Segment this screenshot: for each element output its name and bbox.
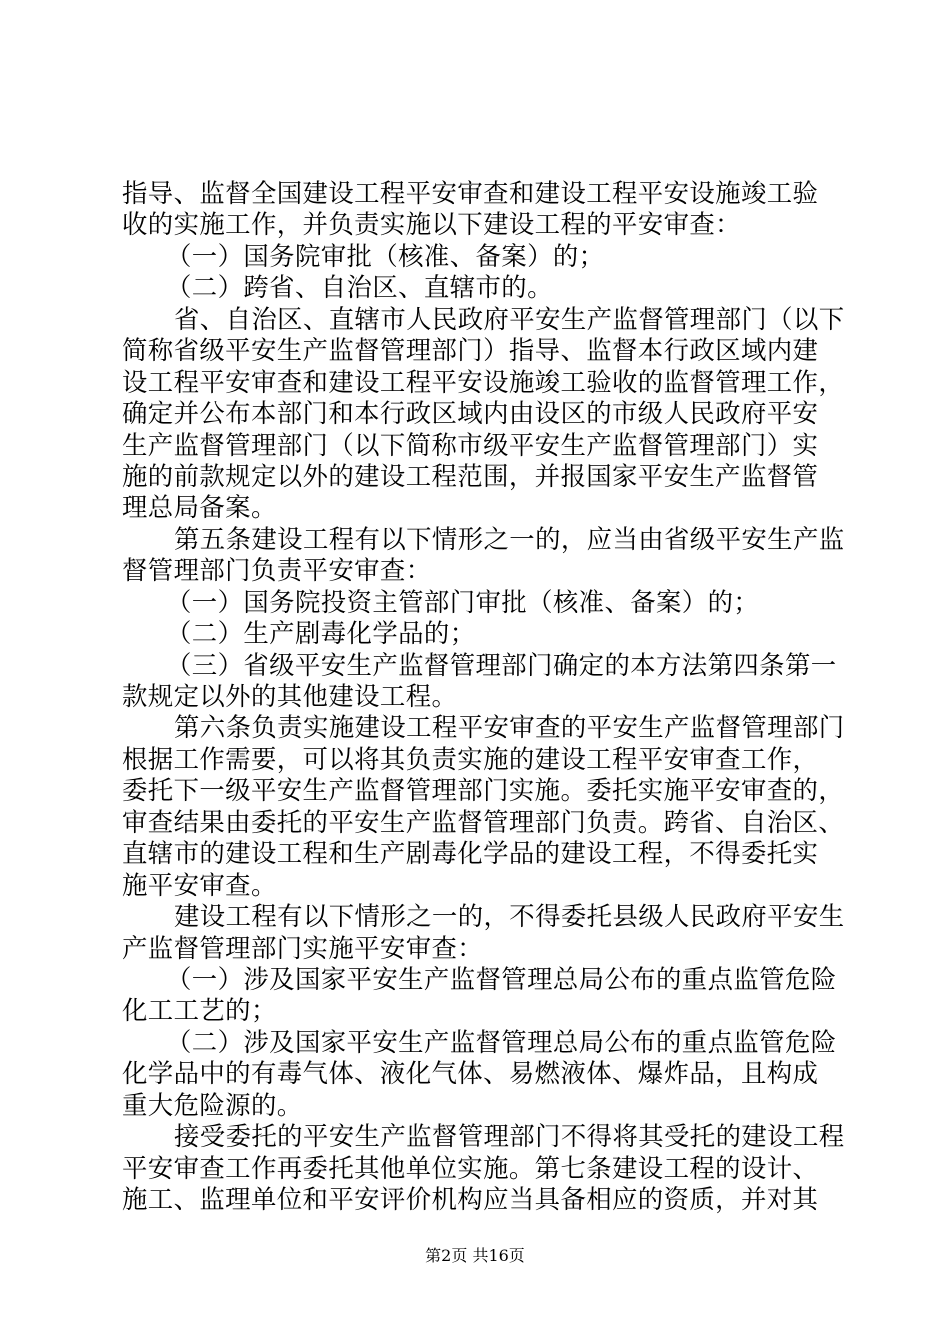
- text-line: 委托下一级平安生产监督管理部门实施。委托实施平安审查的，: [122, 775, 845, 806]
- text-line: 施工、监理单位和平安评价机构应当具备相应的资质，并对其: [122, 1184, 819, 1214]
- text-line: 指导、监督全国建设工程平安审查和建设工程平安设施竣工验: [122, 178, 819, 208]
- text-line: 设工程平安审查和建设工程平安设施竣工验收的监督管理工作，: [122, 366, 845, 397]
- list-item-line: （二）涉及国家平安生产监督管理总局公布的重点监管危险: [166, 1026, 837, 1057]
- text-line: 化学品中的有毒气体、液化气体、易燃液体、爆炸品，且构成: [122, 1058, 819, 1089]
- text-line: 理总局备案。: [122, 492, 277, 523]
- text-line: 审查结果由委托的平安生产监督管理部门负责。跨省、自治区、: [122, 806, 845, 837]
- text-line: 简称省级平安生产监督管理部门）指导、监督本行政区域内建: [122, 335, 819, 366]
- text-line: 接受委托的平安生产监督管理部门不得将其受托的建设工程: [174, 1121, 845, 1152]
- text-line: 直辖市的建设工程和生产剧毒化学品的建设工程，不得委托实: [122, 838, 819, 869]
- text-line: 第五条建设工程有以下情形之一的，应当由省级平安生产监: [174, 523, 845, 554]
- list-item-line: （三）省级平安生产监督管理部门确定的本方法第四条第一: [166, 649, 837, 680]
- list-item-line: （一）涉及国家平安生产监督管理总局公布的重点监管危险: [166, 963, 837, 994]
- text-line: 款规定以外的其他建设工程。: [122, 681, 458, 711]
- text-line: 生产监督管理部门（以下简称市级平安生产监督管理部门）实: [122, 429, 819, 460]
- text-line: 产监督管理部门实施平安审查：: [122, 932, 484, 963]
- list-item-line: （一）国务院审批（核准、备案）的；: [166, 240, 605, 271]
- document-body: [122, 178, 845, 1215]
- text-line: 省、自治区、直辖市人民政府平安生产监督管理部门（以下: [174, 303, 845, 334]
- text-line: 确定并公布本部门和本行政区域内由设区的市级人民政府平安: [122, 398, 819, 429]
- text-line: 督管理部门负责平安审查：: [122, 555, 432, 586]
- text-line: 收的实施工作，并负责实施以下建设工程的平安审查：: [122, 209, 741, 240]
- text-line: 化工工艺的；: [122, 995, 277, 1026]
- list-item-line: （二）跨省、自治区、直辖市的。: [166, 272, 553, 303]
- text-line: 根据工作需要，可以将其负责实施的建设工程平安审查工作，: [122, 743, 819, 774]
- text-line: 建设工程有以下情形之一的，不得委托县级人民政府平安生: [174, 901, 845, 932]
- list-item-line: （一）国务院投资主管部门审批（核准、备案）的；: [166, 586, 760, 617]
- text-line: 重大危险源的。: [122, 1089, 303, 1120]
- text-line: 施的前款规定以外的建设工程范围，并报国家平安生产监督管: [122, 460, 819, 491]
- page-footer: 第2页 共16页: [425, 1246, 525, 1265]
- text-line: 平安审查工作再委托其他单位实施。第七条建设工程的设计、: [122, 1152, 819, 1183]
- text-line: 施平安审查。: [122, 869, 277, 900]
- list-item-line: （二）生产剧毒化学品的；: [166, 618, 476, 649]
- text-line: 第六条负责实施建设工程平安审查的平安生产监督管理部门: [174, 712, 845, 743]
